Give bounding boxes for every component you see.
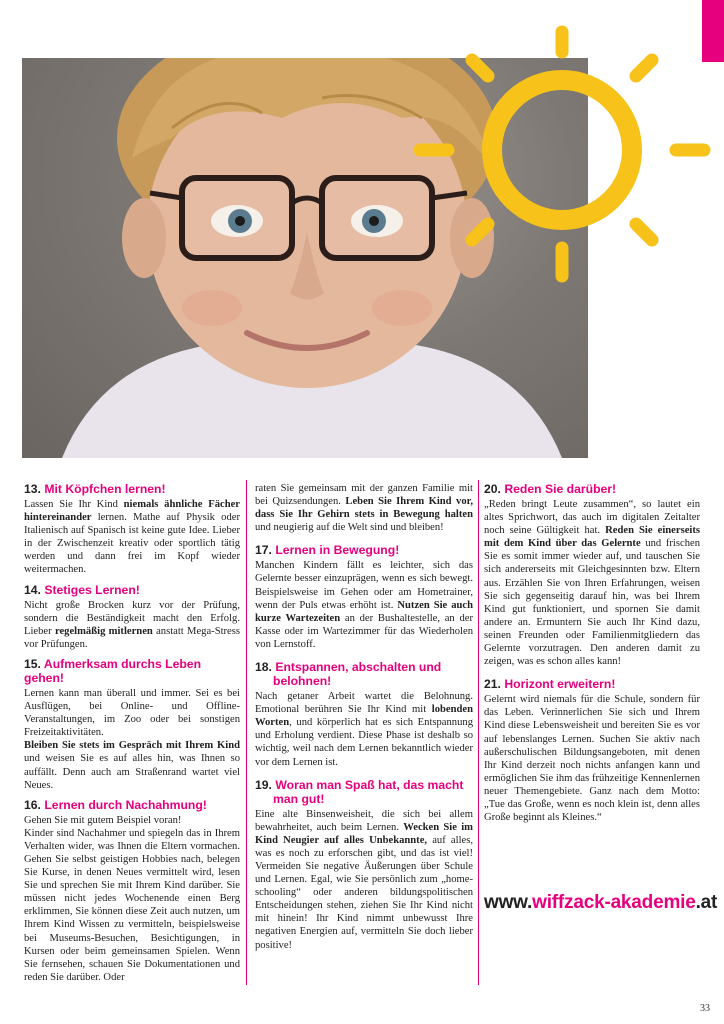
text-column-2 [255, 482, 473, 952]
section-body-18: Nach getaner Arbeit wartet die Belohnung. Emotional berühren Sie Ihr Kind mit lobenden Worten, und körperlich hat es sich Entspannung und Erholung verdient. Diese Phase ist deshalb so wichtig, weil nach dem Lernen bekanntlich wieder vor dem Lernen ist. [255, 691, 473, 768]
section-heading-14: 14. Stetiges Lernen! [24, 582, 140, 597]
section-body-17: Manchen Kindern fällt es leichter, sich das Gelernte besser einzuprägen, wenn es sich bewegt. Beispielsweise im Gehen oder am Hometrainer, wenn der Puls etwas erhöht ist. Nutzen Sie auch kurze Wartezeiten an der Bushaltestelle, an der Kasse oder im Wartezimmer für das Wiederholen von Lernstoff. [255, 560, 473, 650]
section-body-15b: Bleiben Sie stets im Gespräch mit Ihrem Kind und weisen Sie es auf alles hin, was Ihnen so auffällt. Denn auch am Straßenrand wartet viel Neues. [24, 740, 240, 791]
page-number: 33 [700, 1003, 710, 1014]
section-body-14: Nicht große Brocken kurz vor der Prüfung, sondern die Beständigkeit macht den Erfolg. Lieber regelmäßig mitlernen anstatt Mega-Stress vor Prüfungen. [24, 599, 241, 650]
section-heading-19: 19. Woran man Spaß hat, das macht man gut! [255, 777, 464, 806]
section-body-21: Gelernt wird niemals für die Schule, sondern für das Leben. Verinnerlichen Sie sich und Ihrem Kind diese Lebensweisheit und bereiten Sie es vor auf lebenslanges Lernen. Suchen Sie aktiv nach außerschulischen Bildungsangeboten, mit denen Ihr Kind derzeit noch nichts anfangen kann und ermöglichen Sie ihm das frühzeitige Kennenlernen neuer Themengebiete. Ganz nach dem Motto: „Tue das Große, wenn es noch klein ist, denn alles Große beginnt als Kleines.“ [484, 694, 700, 824]
section-heading-18: 18. Entspannen, abschalten und belohnen! [255, 660, 442, 689]
section-heading-16: 16. Lernen durch Nachahmung! [24, 797, 207, 812]
website-link[interactable]: www.wiffzack-akademie.at [484, 892, 718, 913]
section-body-19: Eine alte Binsenweisheit, die sich bei allem bewahrheitet, auch beim Lernen. Wecken Sie im Kind Neugier auf alles Unbekannte, auf alles, was es noch zu erforschen gibt, und das ist viel! Vermeiden Sie negative Äußerungen über Schule und Lernen. Egal, wie Sie persönlich zum „home-schooling“ oder anderen bildungspolitischen Entscheidungen stehen, ziehen Sie Ihr Kind nicht mit hinein! Ihr Kind nimmt unbewusst Ihre negativen Energien auf, vermitteln Sie doch lieber positive! [255, 808, 473, 951]
section-body-16-cont: raten Sie gemeinsam mit der ganzen Familie mit bei Quizsendungen. Leben Sie Ihrem Kind vor, dass Sie Ihr Gehirn stets in Bewegung halten und neugierig auf die Welt sind und bleiben! [255, 483, 473, 534]
section-body-16b: Kinder sind Nachahmer und spiegeln das in Ihrem Verhalten wider, was Ihnen die Eltern vormachen. Gehen Sie selbst geistigen Hobbies nach, belegen Sie Kurse, in denen Neues vermittelt wird, lesen Sie und sprechen Sie mit Ihrem Kind darüber. Sie müssen nicht jedes Wochenende einen Berg erklimmen, Sie können diese Zeit auch nutzen, um Ihrem Kind Wissen zu vermitteln, beispielsweise bei Museums-Besuchen, Besichtigungen, in Kursen oder beim gemeinsamen Spielen. Wenn Sie fernsehen, schauen Sie Dokumentationen und reden Sie darüber. Oder [24, 827, 240, 983]
section-body-15: Lernen kann man überall und immer. Sei es bei Ausflügen, bei Online- und Offline-Veranstaltungen, im Zoo oder bei sonstigen Freizeitaktivitäten. [24, 687, 240, 739]
section-body-16: Gehen Sie mit gutem Beispiel voran! [24, 814, 182, 826]
section-heading-17: 17. Lernen in Bewegung! [255, 543, 400, 558]
column-divider [478, 480, 479, 985]
sun-icon [400, 20, 724, 290]
section-heading-21: 21. Horizont erweitern! [484, 677, 616, 692]
text-column-3 [484, 482, 700, 824]
column-divider [246, 480, 247, 985]
section-body-20: „Reden bringt Leute zusammen“, so lautet ein altes Sprichwort, das auch im digitalen Zeitalter noch seine Gültigkeit hat. Reden Sie einerseits mit dem Kind über das Gelernte und frischen Sie es somit immer wieder auf, und tauschen Sie sich andererseits mit Gleichgesinnten bzw. Eltern aus. Erzählen Sie von Ihren Erfahrungen, weisen Sie sich gegenseitig darauf hin, was bei Ihrem Kind gut funktioniert, und spornen Sie damit andere an. Ermuntern Sie auch Ihr Kind dazu, seinen Freunden oder Familienmitgliedern das Gelernte vorzutragen. Den anderen damit zu zeigen, was es schon alles kann! [484, 499, 700, 668]
section-heading-20: 20. Reden Sie darüber! [484, 482, 617, 496]
text-column-1 [24, 482, 240, 984]
section-heading-13: 13. Mit Köpfchen lernen! [24, 482, 166, 496]
section-heading-15: 15. Aufmerksam durchs Leben gehen! [24, 656, 202, 685]
section-body-13: Lassen Sie Ihr Kind niemals ähnliche Fächer hintereinander lernen. Mathe auf Physik oder Italienisch auf Spanisch ist keine gute Idee. Lieber in der Zwischenzeit kreativ oder sportlich tätig werden und dann frei im Kopf wieder weitermachen. [24, 499, 240, 576]
